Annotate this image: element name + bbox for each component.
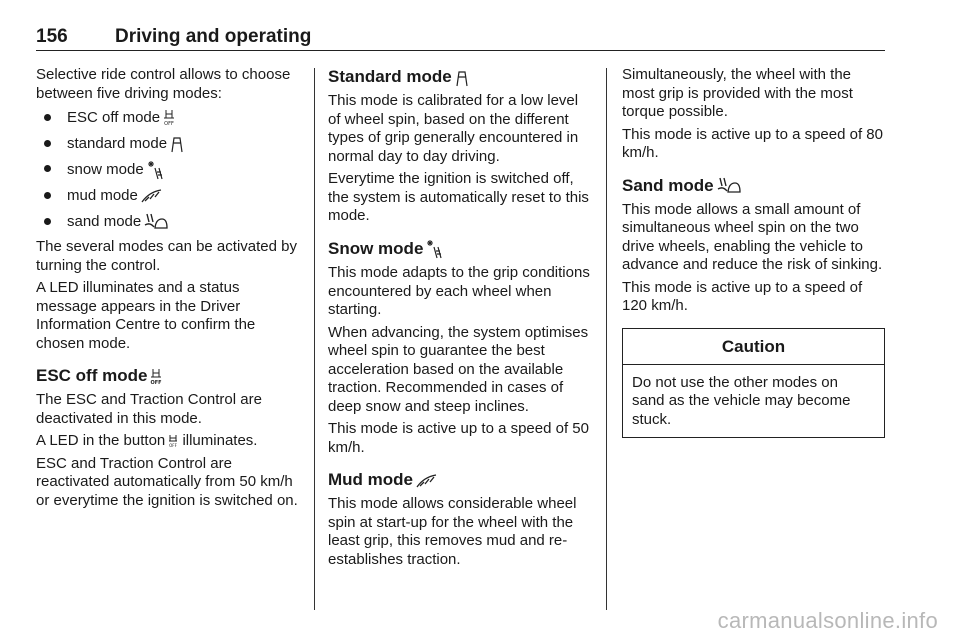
sand-mode-icon: [717, 177, 741, 195]
svg-text:OFF: OFF: [164, 121, 174, 128]
snow-mode-icon: [426, 239, 446, 259]
sand-speed-paragraph: This mode is active up to a speed of 120 km/h.: [622, 278, 863, 314]
mud-speed-paragraph: This mode is active up to a speed of 80 km/h.: [622, 125, 883, 161]
esc-off-icon: [150, 368, 162, 386]
list-item: mud mode: [36, 187, 298, 206]
caution-box: [622, 328, 885, 439]
intro-paragraph: Selective ride control allows to choose between five driving modes:: [36, 66, 291, 102]
activate-paragraph: The several modes can be activated by turning the control.: [36, 238, 297, 274]
esc-off-icon: [163, 109, 175, 127]
esc-paragraph-3: ESC and Traction Control are reactivated automatically from 50 km/h or everytime the ignition is switched on.: [36, 454, 298, 509]
list-item: ESC off mode OFF: [36, 109, 298, 128]
snow-mode-icon: [147, 160, 167, 180]
snow-paragraph-1: This mode adapts to the grip conditions encountered by each wheel when starting.: [328, 264, 590, 319]
snow-paragraph-2: When advancing, the system optimises wheel spin to guarantee the best acceleration based on the available traction. Recommended in cases of deep snow and steep inclines.: [328, 323, 589, 415]
standard-mode-icon: [170, 135, 184, 153]
mud-mode-icon: [141, 188, 163, 204]
esc-off-heading: ESC off mode OFF: [36, 366, 162, 386]
section-title: Driving and operating: [115, 26, 312, 47]
esc-paragraph-1: The ESC and Traction Control are deactivated in this mode.: [36, 391, 262, 427]
svg-text:OFF: OFF: [150, 379, 162, 386]
sand-paragraph-1: This mode allows a small amount of simultaneous wheel spin on the two drive wheels, enabling the vehicle to advance and reduce the risk of sinking.: [622, 200, 883, 273]
column-divider: [606, 68, 607, 610]
mode-list: [36, 109, 298, 231]
sand-mode-icon: [144, 213, 168, 231]
standard-mode-heading: Standard mode: [328, 66, 593, 87]
caution-title: Caution: [623, 329, 884, 365]
snow-mode-heading: Snow mode: [328, 238, 593, 260]
bullet-icon: [44, 165, 51, 172]
standard-paragraph-1: This mode is calibrated for a low level of wheel spin, based on the different types of grip generally encountered in normal day to day driving.: [328, 92, 579, 165]
esc-paragraph-2: A LED in the button OFF illuminates.: [36, 432, 258, 449]
standard-paragraph-2: Everytime the ignition is switched off, the system is automatically reset to this mode.: [328, 170, 589, 224]
bullet-icon: [44, 140, 51, 147]
list-item: sand mode: [36, 213, 298, 232]
svg-text:OFF: OFF: [169, 443, 178, 449]
mud-continued-paragraph: Simultaneously, the wheel with the most grip is provided with the most torque possible.: [622, 66, 853, 120]
sand-mode-heading: Sand mode: [622, 175, 885, 196]
caution-body: Do not use the other modes on sand as the vehicle may become stuck.: [632, 373, 851, 428]
page-number: 156: [36, 26, 68, 47]
column-1: [36, 66, 298, 514]
column-3: [622, 66, 885, 438]
page-header: [36, 26, 885, 51]
watermark: carmanualsonline.info: [717, 608, 938, 633]
led-paragraph: A LED illuminates and a status message appears in the Driver Information Centre to confirm the chosen mode.: [36, 279, 256, 352]
list-item: standard mode: [36, 135, 298, 154]
standard-mode-icon: [455, 69, 469, 87]
list-item: snow mode: [36, 160, 298, 180]
bullet-icon: [44, 114, 51, 121]
mud-mode-icon: [416, 473, 438, 489]
bullet-icon: [44, 192, 51, 199]
bullet-icon: [44, 218, 51, 225]
column-divider: [314, 68, 315, 610]
mud-mode-heading: Mud mode: [328, 469, 593, 490]
mud-paragraph-1: This mode allows considerable wheel spin at start-up for the wheel with the least grip, this removes mud and re-establishes traction.: [328, 495, 577, 568]
esc-button-icon: [168, 434, 178, 448]
column-2: [328, 66, 593, 573]
snow-paragraph-3: This mode is active up to a speed of 50 km/h.: [328, 420, 589, 456]
